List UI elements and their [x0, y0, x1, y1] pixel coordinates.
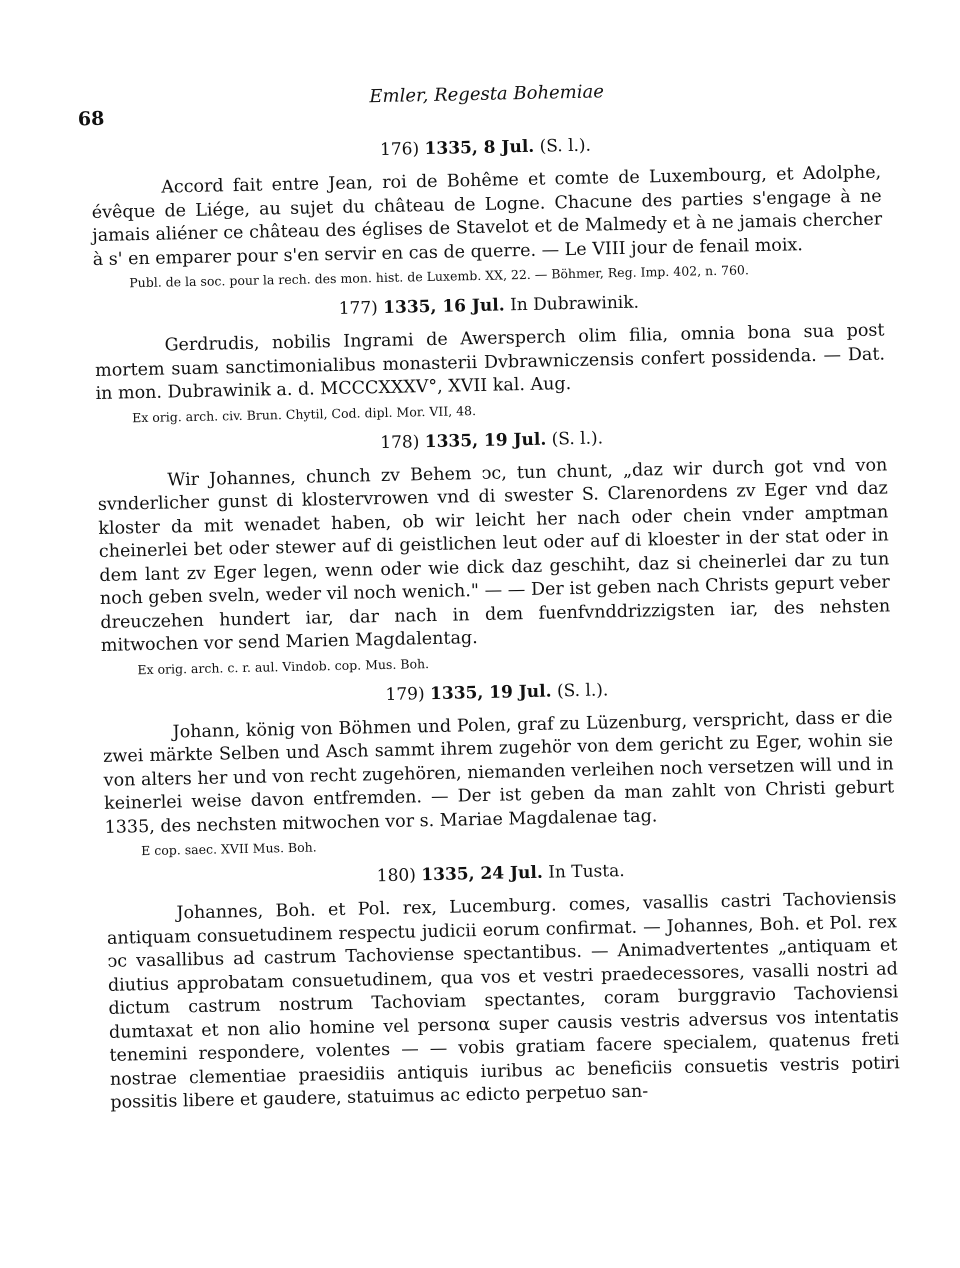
entry-180: [106, 853, 901, 1115]
entry-source: Ex orig. arch. civ. Brun. Chytil, Cod. dipl. Mor. VII, 48.: [131, 402, 477, 425]
running-head: Emler, Regesta Bohemiae: [369, 81, 605, 108]
entry-place: In Dubrawinik.: [509, 292, 640, 316]
entry-176: [90, 128, 883, 295]
entry-source: Publ. de la soc. pour la rech. des mon. hist. de Luxemb. XX, 22. — Böhmer, Reg. Imp. 402, n. 760.: [129, 262, 750, 291]
entry-heading: [106, 853, 896, 894]
entry-place: (S. l.).: [551, 427, 604, 449]
entry-number: 179): [385, 683, 425, 705]
entry-number: 180): [376, 865, 417, 887]
entry-178: [96, 420, 891, 680]
page-number: 68: [77, 107, 105, 131]
entry-number: 177): [338, 298, 379, 319]
entry-heading: [102, 672, 892, 713]
entry-heading: [94, 285, 884, 326]
entry-source: E cop. saec. XVII Mus. Boh.: [141, 839, 317, 859]
entry-place: (S. l.).: [556, 679, 609, 701]
page-content: [90, 122, 900, 1124]
entry-177: [94, 285, 886, 428]
entry-heading: [90, 128, 880, 169]
entry-date: 1335, 24 Jul.: [421, 862, 544, 886]
entry-heading: [96, 420, 886, 461]
entry-text: Gerdrudis, nobilis Ingrami de Awersperch olim filia, omnia bona sua post mortem suam sanctimonialibus monasterii Dvbrawniczensis confert possidenda. — Dat. in mon. Dubrawinik a. d. MCCCXXXV°, XVII kal. Aug.: [94, 320, 886, 405]
entry-text: Johann, könig von Böhmen und Polen, graf zu Lüzenburg, verspricht, dass er die zwei märkte Selben und Asch sammt ihrem zugehör von dem gericht zu Eger, wohin sie von alters her und von recht zugehören, niemanden verleihen noch versetzen will und in keinerlei weise davon entfremden. — Der ist geben da man zahlt von Christi geburt 1335, des nechsten mitwochen vor s. Mariae Magdalenae tag.: [102, 706, 895, 838]
entry-date: 1335, 19 Jul.: [424, 429, 547, 452]
entry-number: 176): [379, 139, 420, 160]
entry-source: Ex orig. arch. c. r. aul. Vindob. cop. Mus. Boh.: [137, 655, 430, 677]
entry-text: Wir Johannes, chunch zv Behem ↄc, tun chunt, „daz wir durch got vnd von svnderlicher gunst di klostervrowen vnd di swester S. Clarenordens zv Eger vnd daz kloster da mit wenadet haben, ob wir leicht her nach oder chein vnder amptman cheinerlei bet oder stewer auf di geistlichen leut oder auf di kloester in der stat oder in dem lant zv Eger legen, wenn oder wie dick daz geschiht, daz si cheinerlei dar zu tun noch geben sveln, weder vil noch wenich." — — Der ist geben nach Christs gepurt veber dreuczehen hundert iar, dar nach in dem fuenfvnddrizzigsten iar, des nehsten mitwochen vor send Marien Magdalentag.: [97, 454, 891, 656]
entry-date: 1335, 8 Jul.: [424, 136, 535, 160]
entry-text: Johannes, Boh. et Pol. rex, Lucemburg. comes, vasallis castri Tachoviensis antiquam consuetudinem respectu judicii eorum confirmat. — Johannes, Boh. et Pol. rex ↄc vasallibus ad castrum Tachoviense spectantibus. — Animadvertentes „antiquam et diutius approbatam consuetudinem, qua vos et vestri praedecessores, vasalli nostri ad dictum castrum nostrum Tachoviam spectantes, coram burggravio Tachoviensi dumtaxat et non alio homine vel personα super causis vestris adversus vos intentatis tenemini respondere, volentes — — vobis gratiam facere specialem, quatenus freti nostrae clementiae praesidiis antiquis iuribus ac beneficiis consuetis vestris potiri possitis libere et gaudere, statuimus ac edicto perpetuo san-: [106, 888, 900, 1113]
entry-place: (S. l.).: [539, 135, 592, 157]
entry-number: 178): [380, 431, 420, 453]
entry-date: 1335, 16 Jul.: [382, 295, 505, 318]
entry-date: 1335, 19 Jul.: [429, 681, 552, 704]
entry-179: [102, 672, 895, 862]
entry-text: Accord fait entre Jean, roi de Bohême et comte de Luxembourg, et Adolphe, évêque de Liége, au sujet du château de Logne. Chacune des parties s'engage à ne jamais aliéner ce château des églises de Stavelot et de Malmedy et à ne jamais chercher à s' en emparer pour s'en servir en cas de querre. — Le VIII jour de fenail moix.: [91, 162, 883, 270]
entry-place: In Tusta.: [547, 861, 625, 883]
